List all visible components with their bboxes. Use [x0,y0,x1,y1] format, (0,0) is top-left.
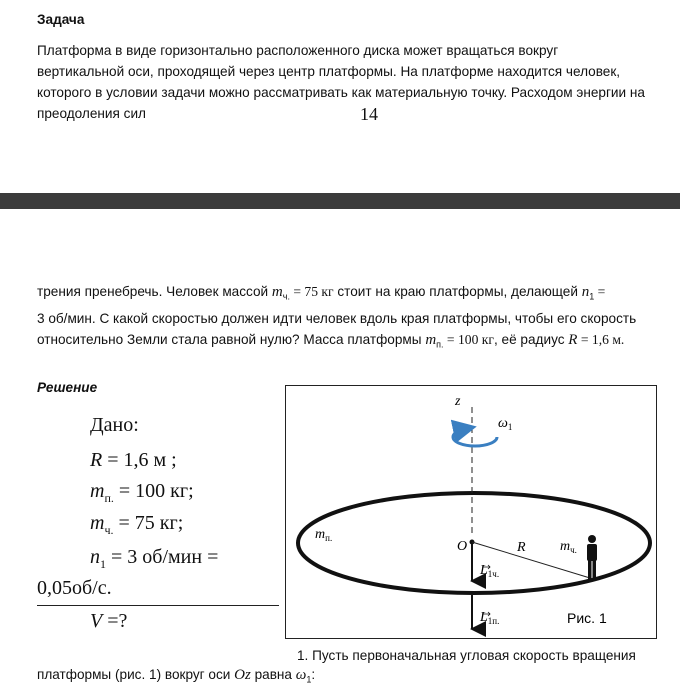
solution-step-1: 1. Пусть первоначальная угловая скорость вращения [297,648,636,663]
given-person-mass-sub: ч. [104,523,114,537]
page-separator-band [0,193,680,209]
p2-rate-sub: 1 [589,291,595,302]
step1-omega-sub: 1 [306,674,312,685]
step1-omega: ω [295,667,307,683]
p2-mass-platform-var: m [425,331,437,348]
given-radius-value: = 1,6 м ; [102,449,177,471]
p2-mass-person-value: = 75 кг [289,284,334,299]
given-rotation-rate-var: n [90,546,100,568]
p2-mass-platform-sub: п. [436,339,444,350]
given-person-mass [90,512,183,538]
label-platform-mass: $m_{п.}$ [315,527,333,543]
given-title: Дано: [90,414,139,436]
find-velocity-eq: =? [102,610,128,632]
p2-rate-eq: = [594,284,606,299]
given-person-mass-var: m [90,512,105,534]
given-platform-mass-var: m [90,480,105,502]
p2-radius-value: = 1,6 м. [577,331,625,347]
label-radius: R [517,540,526,555]
solution-step-1-continued [37,664,315,691]
p2-mass-platform-value: = 100 кг [443,331,494,347]
step1-text-b: равна [250,667,296,682]
solution-heading: Решение [37,380,98,395]
p2-text-c: 3 об/мин. С какой скоростью должен идти человек вдоль края платформы, чтобы его скорость относительно Земли стала равной нулю? Масса платформы [37,310,637,347]
rotation-arrow-head-icon [453,429,465,437]
p2-mass-person-sub: ч. [282,291,290,302]
label-momentum-person: $L_{1ч.}$ [480,563,500,579]
given-rotation-rate-converted: 0,05об/с. [37,577,112,599]
given-divider [37,605,279,606]
given-rotation-rate-sub: 1 [100,557,106,571]
given-person-mass-value: = 75 кг; [113,512,184,534]
given-radius-var: R [90,449,103,471]
page-number: 14 [360,104,378,124]
label-origin: O [457,539,468,554]
find-velocity [90,610,127,633]
step1-colon: : [311,667,316,682]
find-velocity-var: V [90,610,103,632]
rotation-arrow-icon [453,437,497,446]
platform-diagram [285,385,657,639]
p2-rate-var: n [581,284,590,300]
label-omega: $\omega_1$ [498,416,513,432]
label-z: z [455,394,461,409]
given-rotation-rate [90,546,218,572]
given-rotation-rate-value: = 3 об/мин = [106,546,219,568]
given-platform-mass [90,480,194,506]
problem-heading: Задача [37,12,85,27]
label-person-mass: $m_{ч.}$ [560,539,577,555]
problem-paragraph-1: Платформа в виде горизонтально расположенного диска может вращаться вокруг вертикальной оси, проходящей через центр платформы. На платформе находится человек, которого в условии задачи можно рассматривать как материальную точку. Расходом энергии на преодоления сил [37,43,645,121]
problem-paragraph-2 [37,281,657,355]
given-platform-mass-value: = 100 кг; [113,480,194,502]
p2-mass-person-var: m [271,284,283,300]
given-platform-mass-sub: п. [104,491,114,505]
p2-text-b: стоит на краю платформы, делающей [333,284,582,299]
figure-caption: Рис. 1 [567,610,607,626]
person-icon [587,535,597,579]
p2-text-a: трения пренебречь. Человек массой [37,284,272,299]
given-radius [90,449,177,472]
step1-axis: Oz [234,667,251,683]
p2-radius-var: R [568,331,578,348]
label-momentum-platform: $L_{1п.}$ [480,610,500,626]
step1-text-a: платформы (рис. 1) вокруг оси [37,667,235,682]
p2-text-d: , её радиус [493,331,569,347]
